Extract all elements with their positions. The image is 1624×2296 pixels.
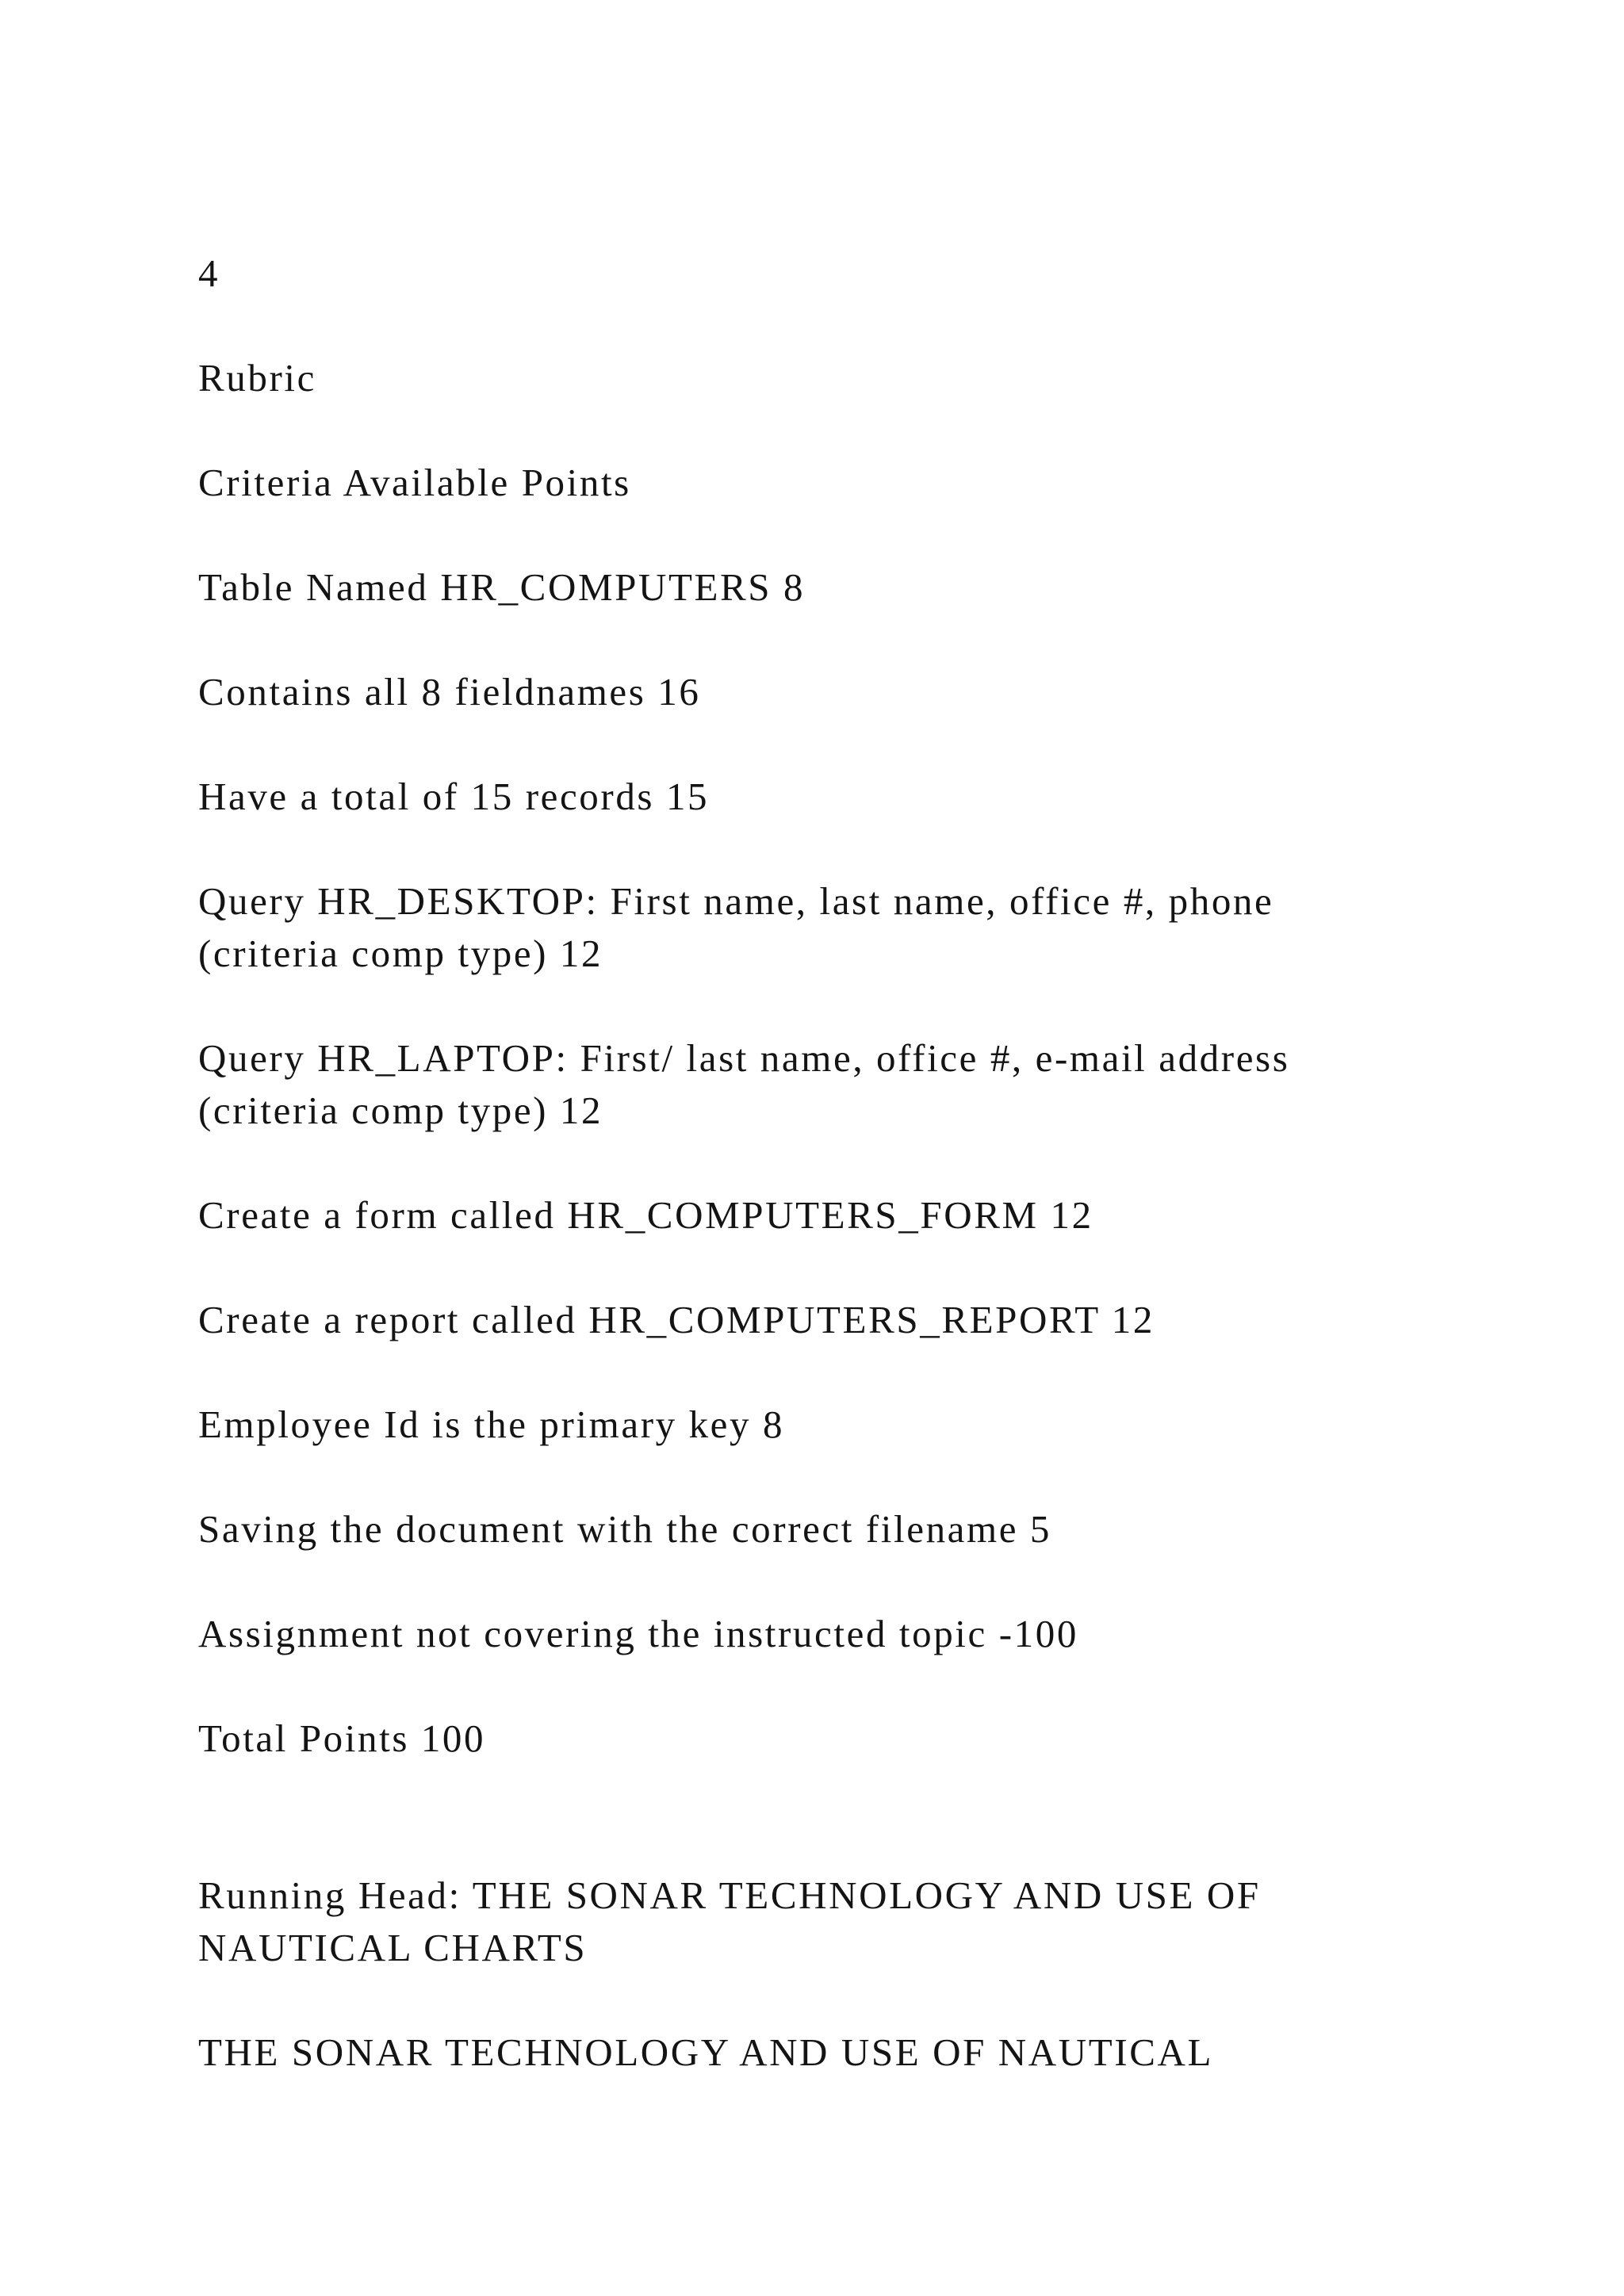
running-head-line: Running Head: THE SONAR TECHNOLOGY AND USE OF [198, 1873, 1261, 1917]
rubric-row-line: (criteria comp type) 12 [198, 932, 603, 975]
rubric-row: Saving the document with the correct filename 5 [198, 1507, 1052, 1551]
rubric-row-line: Query HR_DESKTOP: First name, last name, office #, phone [198, 879, 1274, 923]
rubric-row-line: Query HR_LAPTOP: First/ last name, office #, e-mail address [198, 1036, 1290, 1080]
rubric-row: Create a form called HR_COMPUTERS_FORM 12 [198, 1193, 1094, 1237]
rubric-row: Employee Id is the primary key 8 [198, 1402, 785, 1446]
rubric-column-header: Criteria Available Points [198, 461, 631, 504]
rubric-row-line: (criteria comp type) 12 [198, 1089, 603, 1132]
rubric-heading: Rubric [198, 356, 316, 400]
rubric-row: Contains all 8 fieldnames 16 [198, 670, 701, 714]
rubric-total-row: Total Points 100 [198, 1716, 486, 1760]
running-head-line: NAUTICAL CHARTS [198, 1926, 588, 1969]
rubric-row: Have a total of 15 records 15 [198, 775, 710, 818]
running-head [198, 1869, 1261, 1974]
rubric-row [198, 1032, 1289, 1137]
rubric-row: Table Named HR_COMPUTERS 8 [198, 565, 806, 609]
rubric-row: Create a report called HR_COMPUTERS_REPORT 12 [198, 1298, 1155, 1341]
rubric-row [198, 875, 1274, 980]
page-number: 4 [198, 251, 220, 295]
rubric-row: Assignment not covering the instructed topic -100 [198, 1612, 1078, 1655]
paper-title: THE SONAR TECHNOLOGY AND USE OF NAUTICAL [198, 2030, 1213, 2074]
